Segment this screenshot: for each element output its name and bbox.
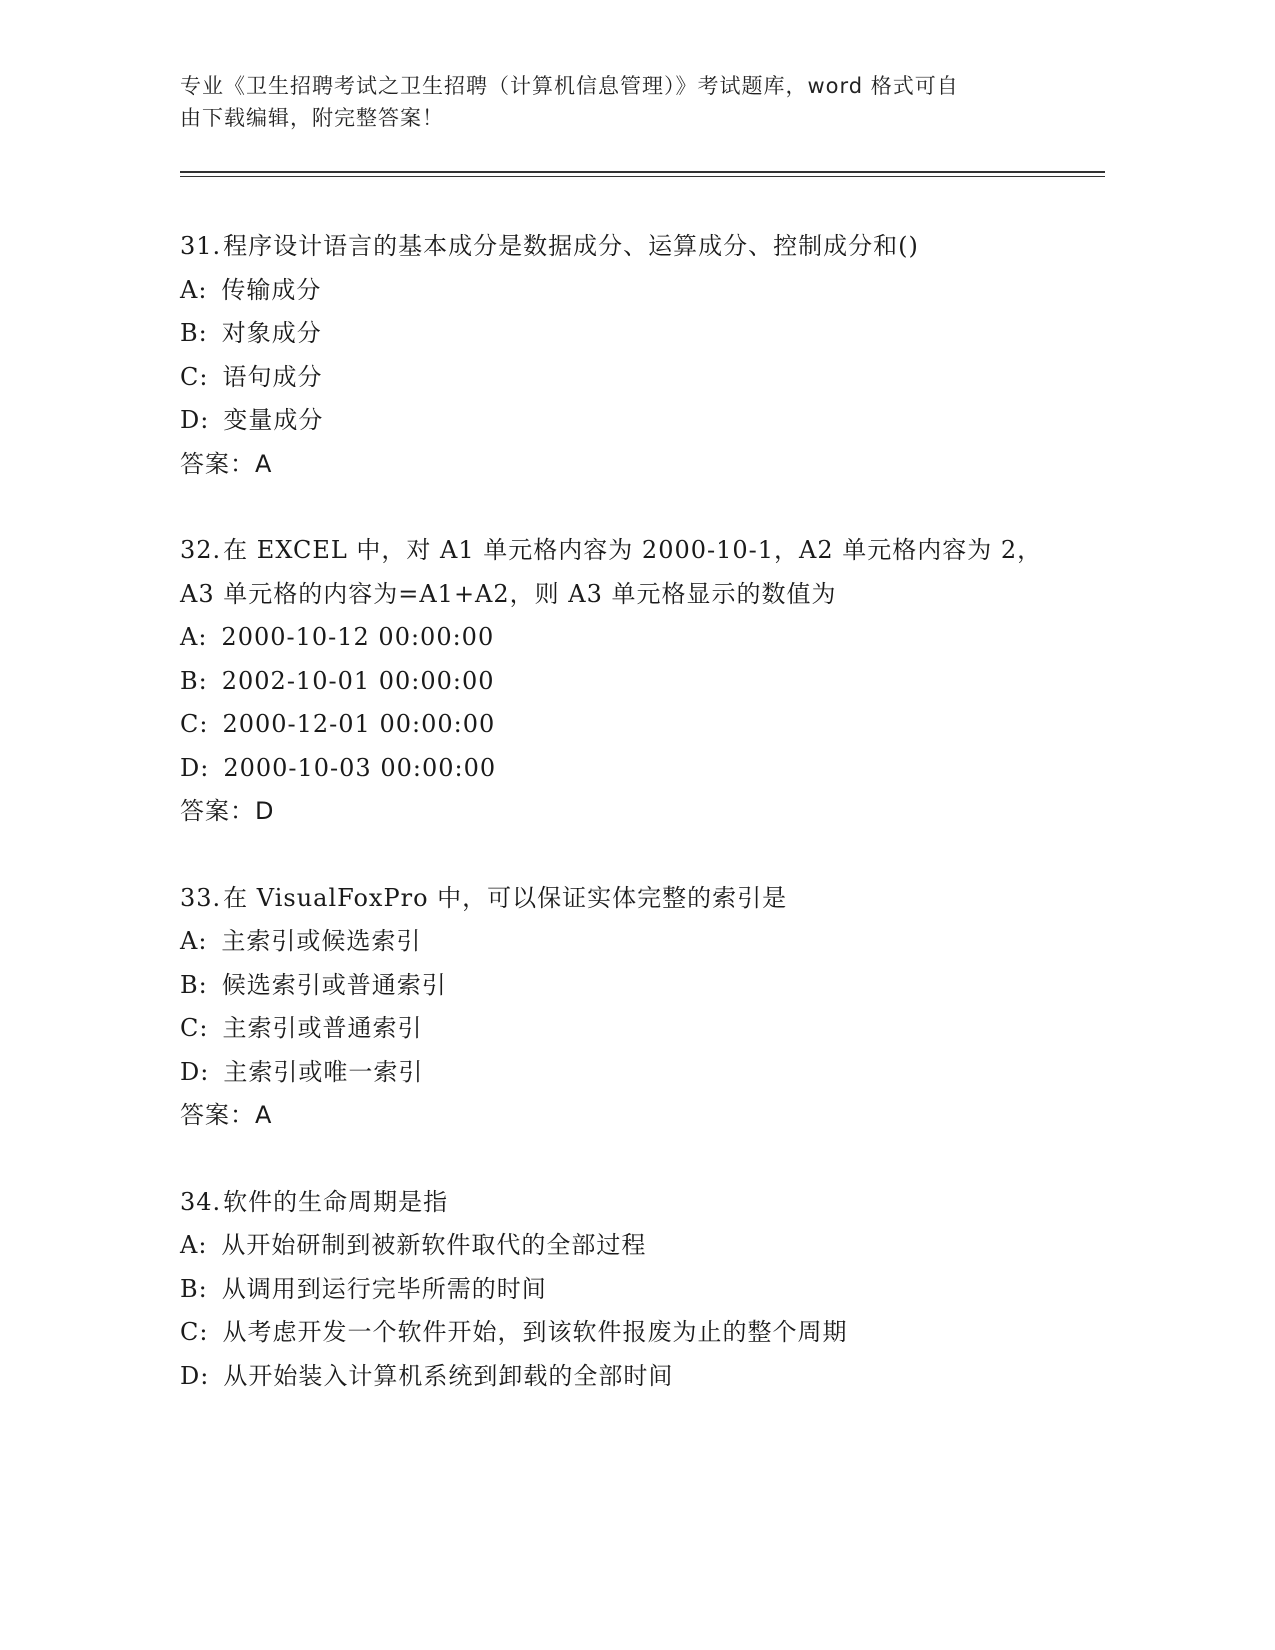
option-text: 主索引或唯一索引 — [223, 1057, 424, 1086]
option-key: B: — [180, 1274, 208, 1303]
option-a — [180, 920, 1105, 964]
option-b — [180, 660, 1105, 704]
option-d — [180, 747, 1105, 791]
option-b — [180, 1268, 1105, 1312]
option-text: 从考虑开发一个软件开始，到该软件报废为止的整个周期 — [222, 1318, 848, 1346]
option-key: B: — [180, 319, 208, 347]
option-key: D: — [180, 1361, 210, 1390]
question-stem — [180, 877, 1105, 921]
option-text: 2000-12-01 00:00:00 — [222, 710, 496, 738]
option-text: 变量成分 — [223, 406, 324, 434]
question-stem — [180, 225, 1105, 269]
option-c — [180, 703, 1105, 747]
header-rule-bottom — [180, 176, 1105, 177]
question-list — [180, 225, 1105, 1441]
option-text: 2000-10-03 00:00:00 — [223, 753, 497, 782]
option-key: D: — [180, 753, 210, 782]
option-text: 候选索引或普通索引 — [221, 970, 447, 999]
option-a — [180, 1224, 1105, 1268]
answer-line: 答案：D — [180, 797, 275, 825]
option-c — [180, 356, 1105, 400]
option-key: D: — [180, 406, 210, 434]
option-a — [180, 269, 1105, 313]
option-text: 从开始研制到被新软件取代的全部过程 — [221, 1231, 647, 1259]
question-stem-continued: A3 单元格的内容为=A1+A2，则 A3 单元格显示的数值为 — [180, 579, 837, 608]
option-d — [180, 1355, 1105, 1399]
option-text: 2000-10-12 00:00:00 — [221, 623, 495, 651]
option-key: C: — [180, 1014, 209, 1042]
question-number: 34. — [180, 1187, 222, 1216]
question-number: 31. — [180, 232, 222, 260]
option-key: A: — [180, 275, 208, 304]
option-a — [180, 616, 1105, 660]
answer-line: 答案：A — [180, 1101, 273, 1129]
option-key: A: — [180, 927, 208, 955]
question-34 — [180, 1181, 1105, 1399]
option-key: A: — [180, 623, 208, 651]
question-number: 33. — [180, 883, 222, 912]
question-33 — [180, 877, 1105, 1138]
option-text: 从调用到运行完毕所需的时间 — [221, 1274, 547, 1303]
option-d — [180, 1051, 1105, 1095]
question-stem — [180, 529, 1105, 573]
option-key: B: — [180, 666, 208, 695]
option-text: 从开始装入计算机系统到卸载的全部时间 — [223, 1361, 674, 1390]
question-stem-text: 在 VisualFoxPro 中，可以保证实体完整的索引是 — [223, 883, 788, 912]
option-text: 主索引或普通索引 — [222, 1014, 423, 1042]
question-stem — [180, 1181, 1105, 1225]
question-31 — [180, 225, 1105, 486]
option-key: C: — [180, 362, 209, 391]
option-c — [180, 1311, 1105, 1355]
document-header — [180, 70, 1040, 134]
header-rule-top — [180, 171, 1105, 173]
option-text: 主索引或候选索引 — [221, 927, 422, 955]
option-key: C: — [180, 710, 209, 738]
option-text: 对象成分 — [221, 319, 322, 347]
question-stem-text: 程序设计语言的基本成分是数据成分、运算成分、控制成分和() — [223, 232, 919, 260]
option-b — [180, 312, 1105, 356]
header-line-2: 由下载编辑，附完整答案！ — [180, 106, 444, 130]
option-key: B: — [180, 970, 208, 999]
option-key: A: — [180, 1231, 208, 1259]
question-stem-text: 在 EXCEL 中，对 A1 单元格内容为 2000-10-1，A2 单元格内容为 2， — [223, 536, 1043, 564]
question-stem-text: 软件的生命周期是指 — [223, 1187, 449, 1216]
question-number: 32. — [180, 536, 222, 564]
answer-line: 答案：A — [180, 449, 273, 478]
option-text: 语句成分 — [222, 362, 323, 391]
question-32 — [180, 529, 1105, 834]
header-line-1: 专业《卫生招聘考试之卫生招聘（计算机信息管理）》考试题库，word 格式可自 — [180, 74, 959, 98]
option-d — [180, 399, 1105, 443]
option-text: 2002-10-01 00:00:00 — [221, 666, 495, 695]
option-key: C: — [180, 1318, 209, 1346]
option-b — [180, 964, 1105, 1008]
option-c — [180, 1007, 1105, 1051]
option-key: D: — [180, 1057, 210, 1086]
option-text: 传输成分 — [221, 275, 322, 304]
